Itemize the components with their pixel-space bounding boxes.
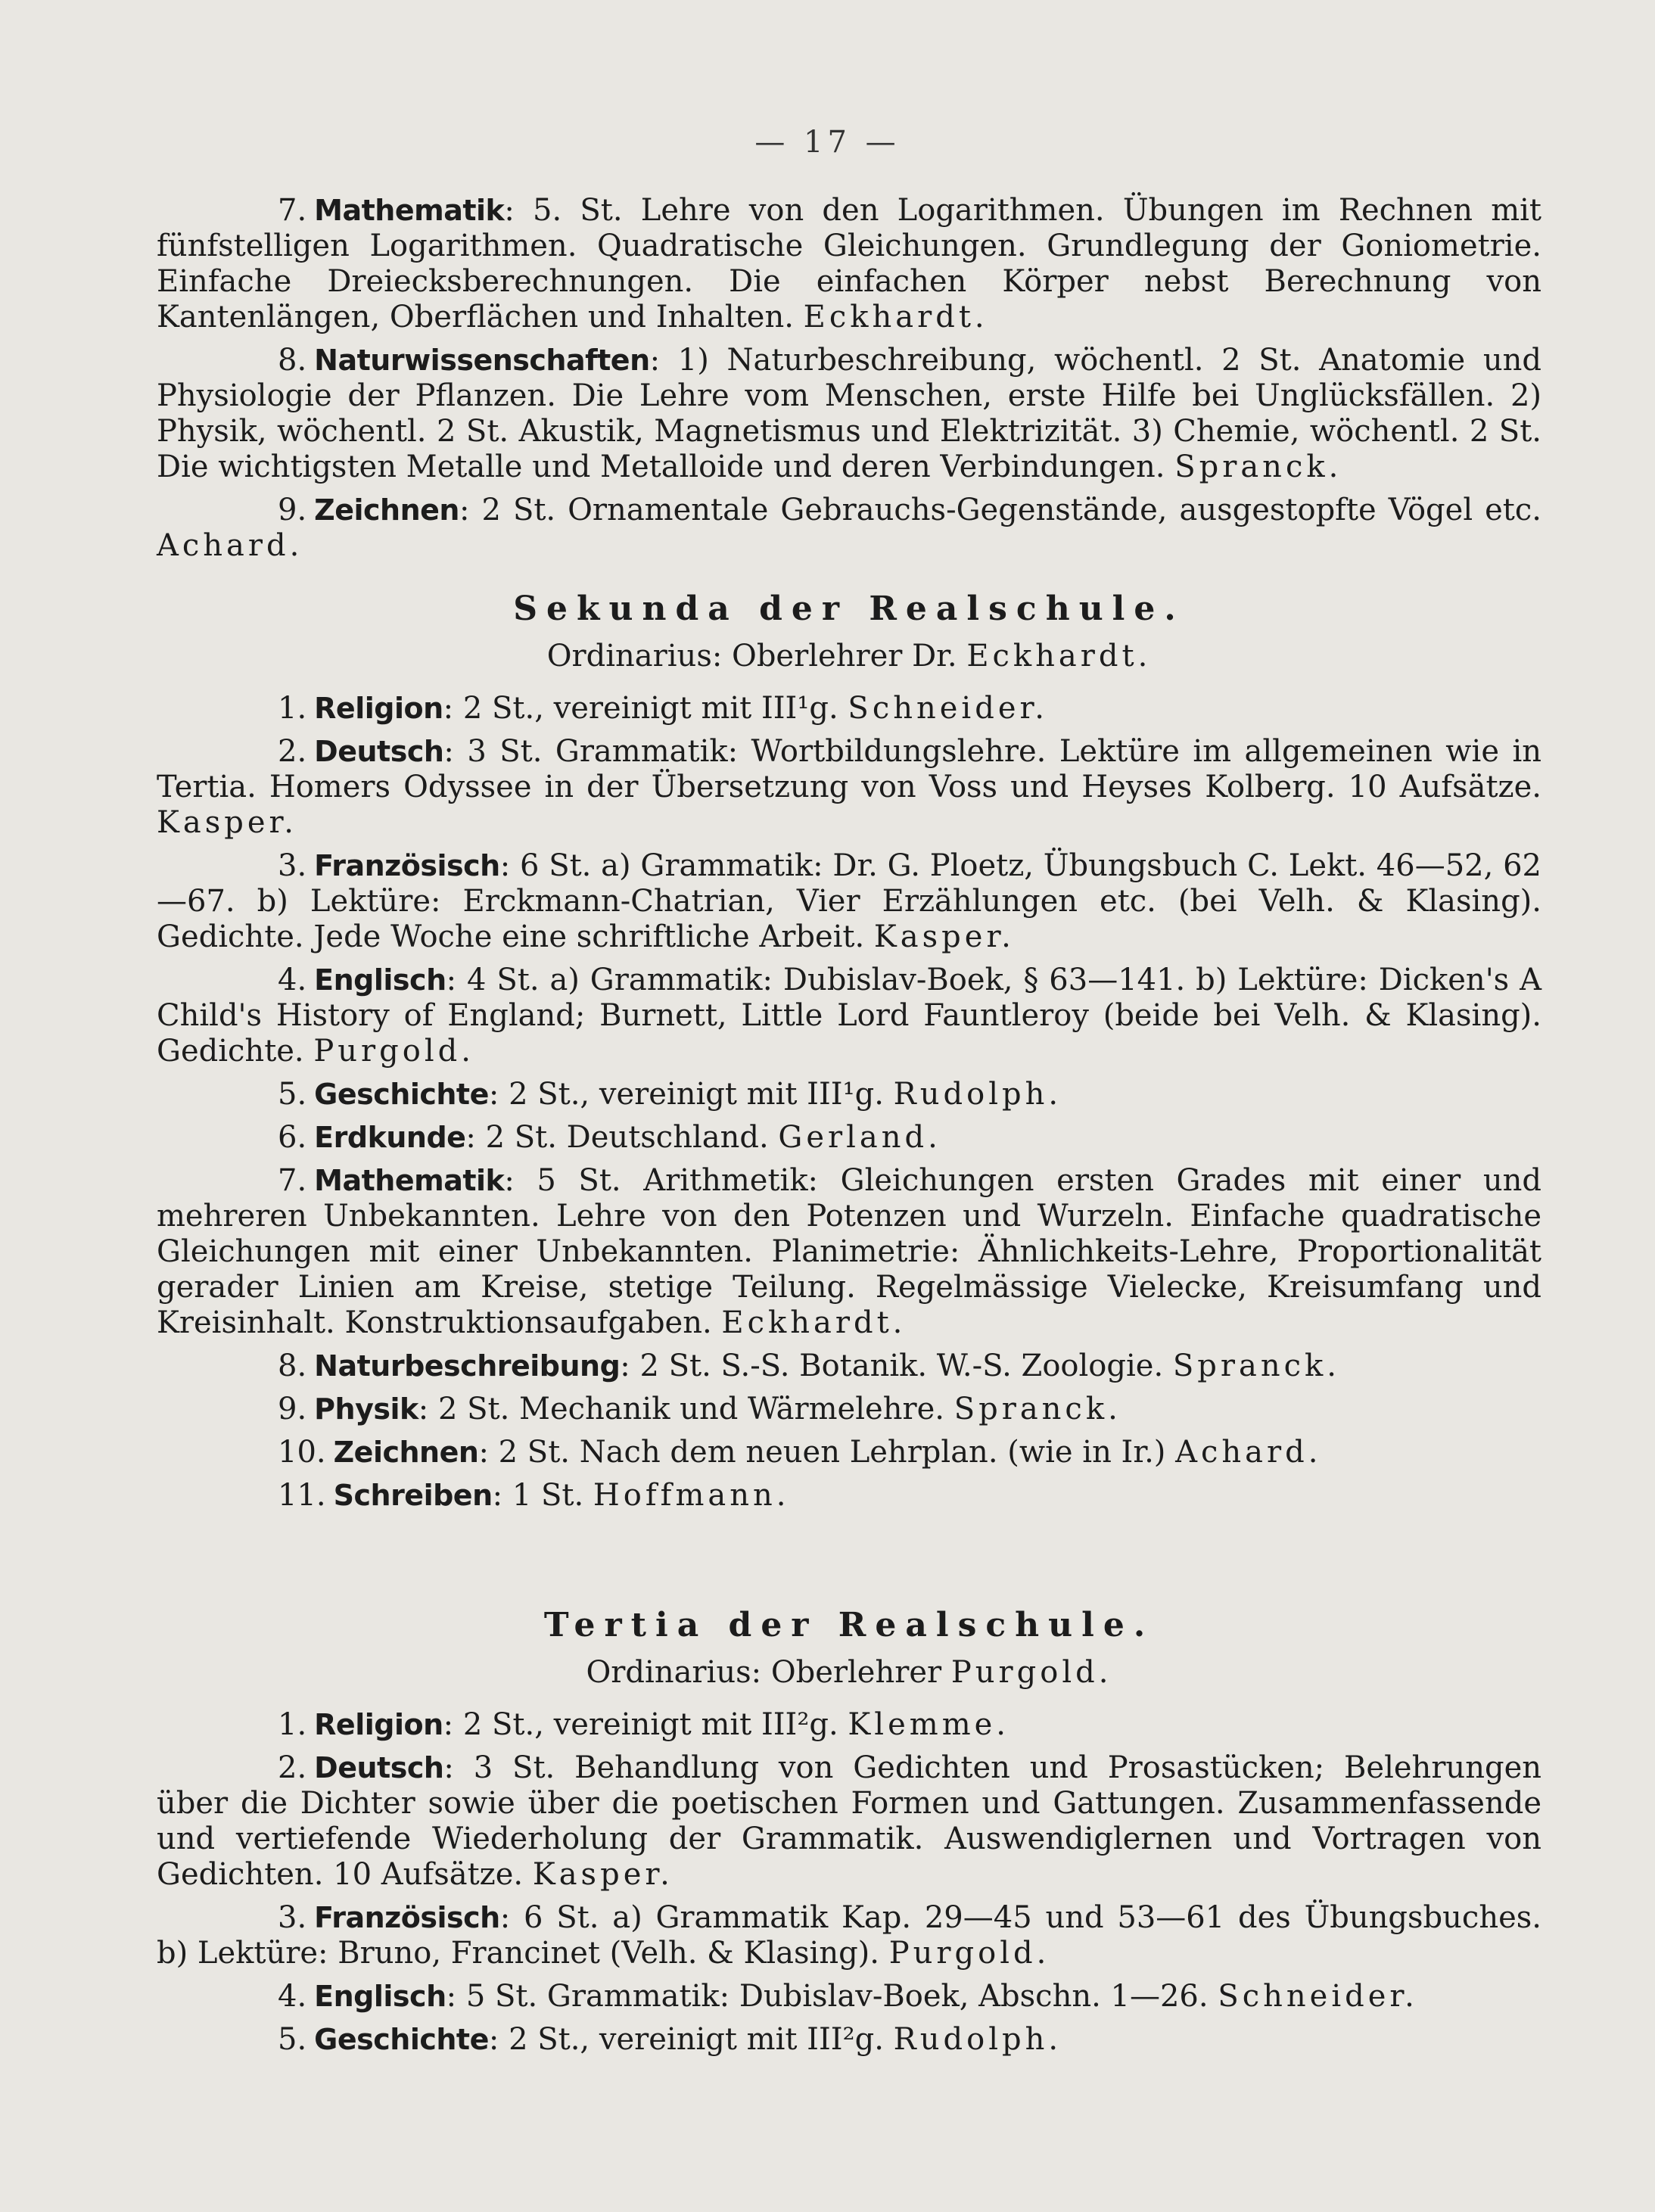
subject-title: Religion — [314, 1708, 443, 1741]
teacher-name: Hoffmann. — [593, 1478, 790, 1513]
teacher-name: Eckhardt. — [803, 300, 988, 334]
entry-number: 9. — [278, 1392, 307, 1426]
teacher-name: Spranck. — [1174, 450, 1342, 484]
subject-entry — [157, 1707, 1541, 1743]
subject-entry — [157, 1349, 1541, 1384]
entry-number: 10. — [278, 1435, 326, 1470]
entry-number: 5. — [278, 1077, 307, 1112]
page-number: — 17 — — [754, 125, 901, 160]
prima-continued-section — [157, 193, 1541, 564]
subject-entry — [157, 963, 1541, 1069]
subject-title: Französisch — [314, 849, 500, 882]
subject-title: Französisch — [314, 1901, 500, 1934]
entry-number: 2. — [278, 1750, 307, 1785]
entry-text: : 1 St. — [492, 1478, 593, 1513]
entry-text: : 1) Naturbeschreibung, wöchentl. 2 St. Anatomie und Physiologie der Pflanzen. Die Lehre vom Menschen, erste Hilfe bei Unglücksfällen. 2) Physik, wöchentl. 2 St. Akustik, Magnetismus und Elektrizität. 3) Chemie, wöchentl. 2 St. Die wichtigsten Metalle und Metalloide und deren Verbindungen. — [157, 343, 1541, 484]
teacher-name: Achard. — [1175, 1435, 1322, 1470]
entry-number: 4. — [278, 1979, 307, 2014]
entry-number: 5. — [278, 2022, 307, 2057]
teacher-name: Purgold. — [313, 1034, 474, 1069]
subject-title: Erdkunde — [314, 1121, 466, 1154]
ordinarius-line — [157, 639, 1541, 674]
section-spacer — [157, 1521, 1541, 1580]
ordinarius-name: Eckhardt. — [966, 639, 1152, 674]
entry-text: : 3 St. Grammatik: Wortbildungslehre. Lektüre im allgemeinen wie in Tertia. Homers Odyssee in der Übersetzung von Voss und Heyses Kolberg. 10 Aufsätze. — [157, 734, 1541, 804]
subject-title: Zeichnen — [333, 1436, 479, 1469]
entry-text: : 2 St., vereinigt mit III¹g. — [443, 691, 848, 726]
entry-number: 11. — [278, 1478, 326, 1513]
teacher-name: Eckhardt. — [721, 1305, 907, 1340]
teacher-name: Achard. — [157, 528, 303, 563]
entry-number: 8. — [278, 1349, 307, 1383]
subject-entry — [157, 1478, 1541, 1514]
entry-text: : 2 St. S.-S. Botanik. W.-S. Zoologie. — [620, 1349, 1173, 1383]
subject-title: Zeichnen — [314, 493, 459, 527]
subject-entry — [157, 1392, 1541, 1427]
subject-title: Geschichte — [314, 2023, 489, 2056]
subject-title: Deutsch — [314, 735, 444, 768]
entry-text: : 5 St. Arithmetik: Gleichungen ersten Grades mit einer und mehreren Unbekannten. Lehre von den Potenzen und Wurzeln. Einfache quadratische Gleichungen mit einer Unbekannten. Planimetrie: Ähnlichkeits-Lehre, Proportionalität gerader Linien am Kreise, stetige Teilung. Regelmässige Vielecke, Kreisumfang und Kreisinhalt. Konstruktionsaufgaben. — [157, 1163, 1541, 1340]
subject-entry — [157, 848, 1541, 955]
ordinarius-line — [157, 1655, 1541, 1691]
subject-title: Geschichte — [314, 1078, 489, 1111]
subject-entry — [157, 2022, 1541, 2058]
subject-entry — [157, 1979, 1541, 2014]
subject-title: Mathematik — [314, 194, 505, 227]
subject-title: Englisch — [314, 963, 446, 997]
subject-entry — [157, 493, 1541, 564]
entry-number: 8. — [278, 343, 307, 378]
entry-text: : 4 St. a) Grammatik: Dubislav-Boek, § 63—141. b) Lektüre: Dicken's A Child's History of England; Burnett, Little Lord Fauntleroy (beide bei Velh. & Klasing). Gedichte. — [157, 963, 1541, 1069]
entry-text: : 2 St. Mechanik und Wärmelehre. — [418, 1392, 954, 1426]
entry-number: 4. — [278, 963, 307, 997]
subject-title: Physik — [314, 1392, 418, 1426]
subject-entry — [157, 343, 1541, 485]
section-heading-tertia: Tertia der Realschule. — [543, 1606, 1155, 1644]
entry-number: 2. — [278, 734, 307, 769]
teacher-name: Spranck. — [1172, 1349, 1340, 1383]
teacher-name: Gerland. — [778, 1120, 941, 1155]
teacher-name: Rudolph. — [893, 1077, 1062, 1112]
entry-text: : 3 St. Behandlung von Gedichten und Prosastücken; Belehrungen über die Dichter sowie über die poetischen Formen und Gattungen. Zusammenfassende und vertiefende Wiederholung der Grammatik. Auswendiglernen und Vortragen von Gedichten. 10 Aufsätze. — [157, 1750, 1541, 1892]
subject-title: Religion — [314, 692, 443, 725]
ordinarius-label: Ordinarius: Oberlehrer Dr. — [546, 639, 967, 674]
entry-text: : 6 St. a) Grammatik Kap. 29—45 und 53—61 des Übungsbuches. b) Lektüre: Bruno, Francinet (Velh. & Klasing). — [157, 1900, 1541, 1971]
subject-entry — [157, 1163, 1541, 1341]
teacher-name: Schneider. — [848, 691, 1048, 726]
subject-title: Englisch — [314, 1980, 446, 2013]
subject-title: Schreiben — [333, 1479, 493, 1512]
entry-number: 6. — [278, 1120, 307, 1155]
page-content — [157, 121, 1541, 2065]
entry-number: 3. — [278, 1900, 307, 1935]
entry-number: 1. — [278, 1707, 307, 1742]
entry-number: 9. — [278, 493, 307, 527]
subject-entry — [157, 193, 1541, 335]
teacher-name: Purgold. — [888, 1936, 1050, 1971]
teacher-name: Rudolph. — [893, 2022, 1062, 2057]
subject-title: Deutsch — [314, 1751, 444, 1784]
entry-text: : 5. St. Lehre von den Logarithmen. Übungen im Rechnen mit fünfstelligen Logarithmen. Quadratische Gleichungen. Grundlegung der Goniometrie. Einfache Dreiecksberechnungen. Die einfachen Körper nebst Berechnung von Kantenlängen, Oberflächen und Inhalten. — [157, 193, 1541, 334]
subject-entry — [157, 1435, 1541, 1470]
entry-text: : 2 St. Nach dem neuen Lehrplan. (wie in Ir.) — [478, 1435, 1176, 1470]
entry-number: 7. — [278, 1163, 307, 1198]
entry-text: : 2 St., vereinigt mit III²g. — [443, 1707, 848, 1742]
sekunda-section — [157, 590, 1541, 1514]
entry-text: : 6 St. a) Grammatik: Dr. G. Ploetz, Übungsbuch C. Lekt. 46—52, 62—67. b) Lektüre: Erckmann-Chatrian, Vier Erzählungen etc. (bei Velh. & Klasing). Gedichte. Jede Woche eine schriftliche Arbeit. — [157, 848, 1541, 954]
subject-title: Naturbeschreibung — [314, 1349, 621, 1383]
teacher-name: Kasper. — [157, 805, 297, 840]
entry-text: : 2 St. Deutschland. — [465, 1120, 779, 1155]
subject-entry — [157, 734, 1541, 841]
subject-entry — [157, 691, 1541, 726]
ordinarius-label: Ordinarius: Oberlehrer — [586, 1655, 951, 1690]
subject-title: Mathematik — [314, 1164, 505, 1197]
teacher-name: Spranck. — [953, 1392, 1121, 1426]
subject-entry — [157, 1120, 1541, 1156]
entry-text: : 2 St., vereinigt mit III¹g. — [488, 1077, 894, 1112]
teacher-name: Kasper. — [873, 919, 1015, 954]
entry-number: 1. — [278, 691, 307, 726]
section-heading-sekunda: Sekunda der Realschule. — [513, 590, 1185, 628]
subject-entry — [157, 1077, 1541, 1112]
entry-number: 3. — [278, 848, 307, 883]
subject-entry — [157, 1900, 1541, 1971]
teacher-name: Kasper. — [532, 1857, 674, 1892]
entry-text: : 5 St. Grammatik: Dubislav-Boek, Abschn. 1—26. — [446, 1979, 1218, 2014]
tertia-section — [157, 1606, 1541, 2058]
subject-entry — [157, 1750, 1541, 1893]
entry-number: 7. — [278, 193, 307, 228]
teacher-name: Schneider. — [1218, 1979, 1418, 2014]
entry-text: : 2 St. Ornamentale Gebrauchs-Gegenstände, ausgestopfte Vögel etc. — [459, 493, 1541, 527]
teacher-name: Klemme. — [848, 1707, 1010, 1742]
entry-text: : 2 St., vereinigt mit III²g. — [488, 2022, 894, 2057]
subject-title: Naturwissenschaften — [314, 344, 650, 377]
ordinarius-name: Purgold. — [950, 1655, 1112, 1690]
